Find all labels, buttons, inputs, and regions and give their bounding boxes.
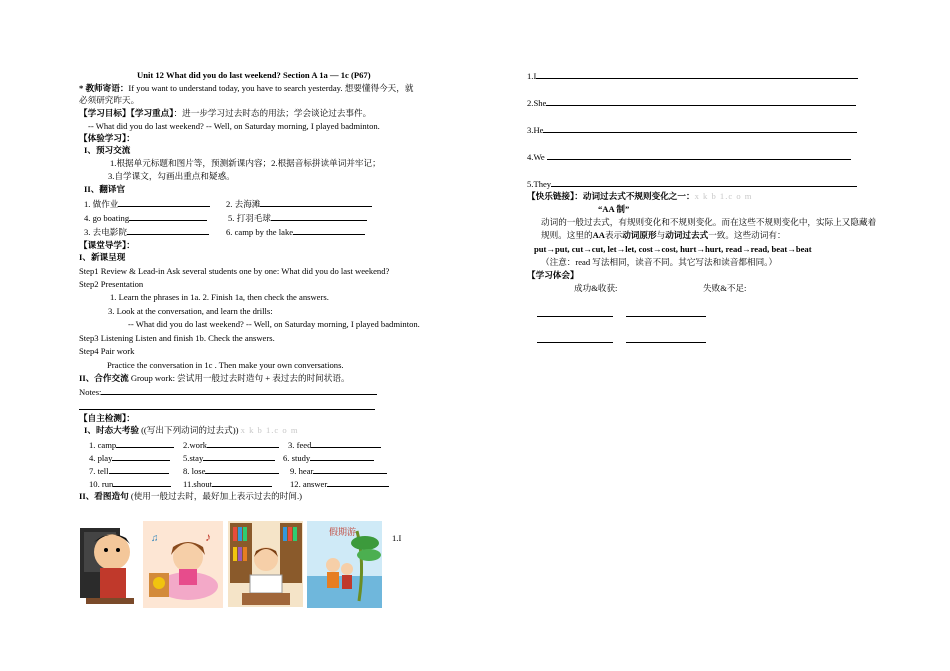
verb-item: 3. feed [288, 439, 381, 451]
coop-heading: II、合作交流 [79, 373, 129, 383]
verb-item: 8. lose [183, 465, 279, 477]
goal-example: -- What did you do last weekend? -- Well, on Saturday morning, I played badminton. [88, 121, 380, 131]
step-1: Step1 Review & Lead-in Ask several students one by one: What did you do last weekend? [79, 266, 390, 276]
step-3: Step3 Listening Listen and finish 1b. Check the answers. [79, 333, 275, 343]
experience-heading: 【体验学习】： [79, 133, 135, 143]
girl-with-music-picture [143, 521, 223, 608]
tense-test [84, 425, 299, 436]
picture-answer-label: 1.I [392, 533, 402, 543]
tense-heading: I、时态大考验 [84, 425, 139, 435]
coop-text: Group work: 尝试用一般过去时造句 + 表过去的时间状语。 [128, 373, 350, 383]
verb-pairs [534, 244, 812, 255]
new-lesson-heading: I、新课呈现 [79, 252, 126, 262]
step-4: Step4 Pair work [79, 346, 135, 356]
verb-pair: cost→cost, [638, 244, 681, 254]
translate-item: 3. 去电影院 [84, 226, 209, 238]
verb-item: 10. run [89, 478, 171, 490]
boy-watching-tv-picture [76, 520, 138, 608]
translate-item: 6. camp by the lake [226, 226, 365, 238]
watermark: x k b 1.c o m [694, 191, 753, 201]
aa-paragraph-2: 规则。这里的AA表示动词原形与动词过去式一致。这些动词有： [541, 230, 786, 240]
svg-text:假期游: 假期游 [329, 527, 357, 537]
verb-pair: hurt→hurt, [680, 244, 726, 254]
success-label: 成功&收获: [574, 283, 618, 293]
verb-item: 9. hear [290, 465, 387, 477]
step-2: Step2 Presentation [79, 279, 144, 289]
verb-pair: let→let, [607, 244, 639, 254]
aa-title: “AA 制” [598, 204, 630, 214]
step-2-item-3: 3. Look at the conversation, and learn the drills: [108, 306, 273, 316]
preview-item-1: 1.根据单元标题和图片等，预测新课内容；2.根据音标拼读单词并牢记； [110, 158, 381, 168]
svg-text:♪: ♪ [205, 530, 211, 544]
translate-item: 2. 去海滩 [226, 198, 372, 210]
translate-item: 1. 做作业 [84, 198, 210, 210]
teacher-label: * 教师寄语： [79, 83, 129, 93]
verb-item: 12. answer [290, 478, 389, 490]
reflection-line [626, 308, 706, 320]
notes-line-2 [79, 401, 375, 413]
learning-goals [79, 108, 371, 119]
pic-note: (使用一般过去时，最好加上表示过去的时间.) [128, 491, 302, 501]
class-guide-heading: 【课堂导学】： [79, 240, 135, 250]
tense-note: ((写出下列动词的过去式)) [138, 425, 239, 435]
reflection-line [537, 334, 613, 346]
answer-line: 2.She [527, 97, 856, 109]
verb-item: 4. play [89, 452, 170, 464]
goal-text: ：进一步学习过去时态的用法；学会谈论过去事件。 [173, 108, 372, 118]
happy-link [527, 191, 752, 202]
step-2-item-1: 1. Learn the phrases in 1a. 2. Finish 1a, then check the answers. [110, 292, 329, 302]
reflection-line [626, 334, 706, 346]
verb-item: 2.work [183, 439, 279, 451]
reflection-line [537, 308, 613, 320]
pic-heading: II、看图造句 [79, 491, 129, 501]
answer-line: 3.He [527, 124, 857, 136]
answer-line: 1.I [527, 70, 858, 82]
teacher-text: If you want to understand today, you have to search yesterday. 想要懂得今天，就 [128, 83, 414, 93]
watermark: x k b 1.c o m [240, 425, 299, 435]
cooperation [79, 373, 350, 384]
picture-sentences [79, 491, 302, 502]
translate-heading: II、翻译官 [84, 184, 126, 194]
notes-line: Notes: [79, 386, 377, 398]
verb-item: 11.shout [183, 478, 272, 490]
verb-pair: put→put, [534, 244, 572, 254]
goal-label: 【学习目标】【学习重点】 [79, 108, 174, 118]
translate-item: 5. 打羽毛球 [228, 212, 367, 224]
preview-item-3: 3.自学课文，勾画出重点和疑惑。 [108, 171, 235, 181]
verb-pair: cut→cut, [571, 244, 608, 254]
teacher-quote [79, 83, 413, 94]
children-at-beach-picture [307, 521, 382, 608]
answer-line: 4.We [527, 151, 851, 163]
boy-reading-picture [228, 521, 303, 607]
self-check-heading: 【自主检测】： [79, 413, 135, 423]
step-4-text: Practice the conversation in 1c . Then make your own conversations. [107, 360, 344, 370]
happy-link-heading: 【快乐链接】：动词过去式不规则变化之一： [527, 191, 695, 201]
learning-reflection-heading: 【学习体会】 [527, 270, 579, 280]
verb-item: 1. camp [89, 439, 174, 451]
svg-text:♫: ♫ [151, 533, 159, 544]
answer-line: 5.They [527, 178, 857, 190]
step-2-example: -- What did you do last weekend? -- Well, on Saturday morning, I played badminton. [128, 319, 420, 329]
verb-pair: read→read, [725, 244, 772, 254]
verb-item: 5.stay [183, 452, 275, 464]
pronunciation-note: （注意：read 写法相同，读音不同。其它写法和读音都相同。） [541, 257, 778, 267]
verb-item: 7. tell [89, 465, 169, 477]
verb-item: 6. study [283, 452, 374, 464]
aa-paragraph-1: 动词的一般过去式，有规则变化和不规则变化。而在这些不规则变化中，实际上又隐藏着 [541, 217, 877, 227]
translate-item: 4. go boating [84, 212, 207, 224]
preview-heading: I、预习交流 [84, 145, 131, 155]
teacher-text-2: 必须研究昨天。 [79, 95, 140, 105]
verb-pair: beat→beat [771, 244, 812, 254]
fail-label: 失败&不足: [703, 283, 747, 293]
page-title: Unit 12 What did you do last weekend? Section A 1a — 1c (P67) [137, 70, 371, 80]
